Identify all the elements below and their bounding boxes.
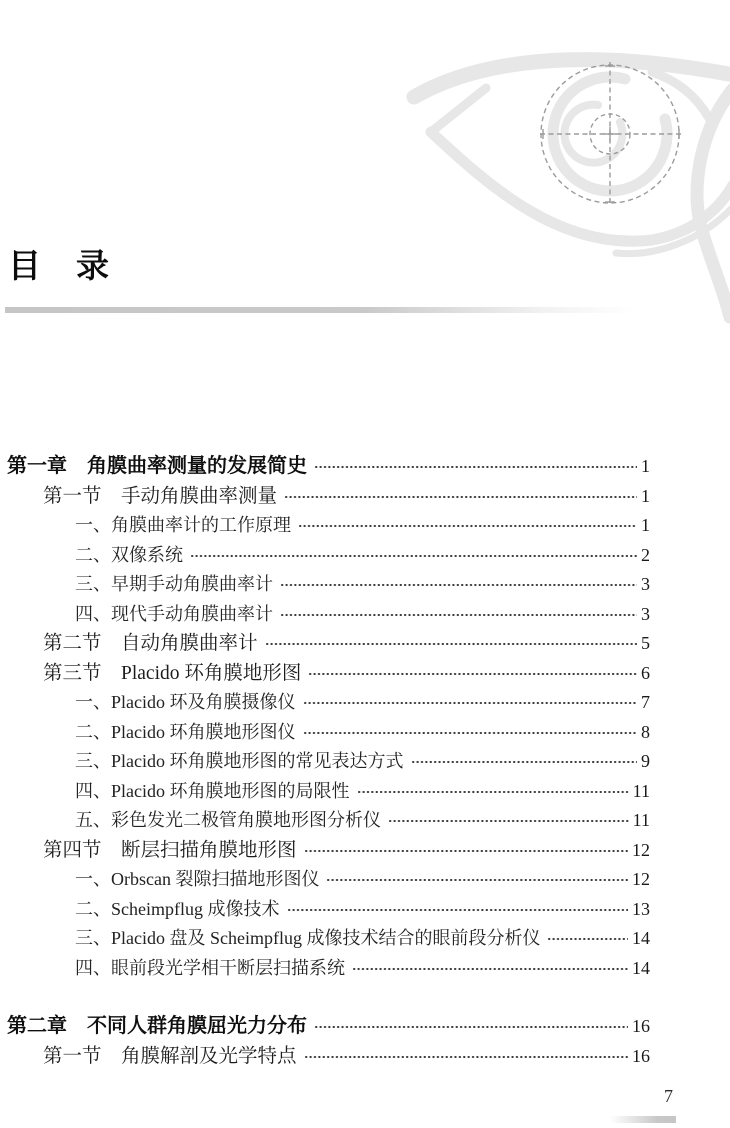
topography-reticle-icon (540, 62, 682, 206)
toc-entry (7, 1012, 650, 1042)
toc-entry-page: 14 (632, 957, 650, 978)
toc-dot-leader (303, 718, 638, 748)
toc-entry-label: 一、Placido 环及角膜摄像仪 (75, 692, 296, 712)
toc-entry (7, 482, 650, 512)
toc-entry-label: 一、角膜曲率计的工作原理 (75, 515, 291, 535)
toc-entry (7, 895, 650, 925)
toc-dot-leader (314, 452, 637, 482)
toc-entry-page: 5 (641, 633, 650, 653)
toc-entry-label: 第四节 断层扫描角膜地形图 (43, 839, 297, 861)
toc-entry-label: 第一章 角膜曲率测量的发展简史 (7, 455, 307, 477)
toc-entry (7, 659, 650, 689)
toc-dot-leader (280, 570, 637, 600)
toc-entry (7, 541, 650, 571)
toc-entry-page: 3 (641, 574, 650, 594)
toc-entry (7, 924, 650, 954)
toc-entry (7, 452, 650, 482)
toc-entry (7, 865, 650, 895)
toc-entry-page: 2 (641, 544, 650, 565)
toc-entry (7, 1042, 650, 1072)
toc-entry-page: 13 (632, 898, 650, 919)
toc-entry-page: 16 (632, 1045, 650, 1066)
toc-dot-leader (265, 629, 637, 659)
toc-dot-leader (326, 865, 628, 895)
page-title: 目 录 (8, 247, 110, 284)
toc-entry-page: 16 (632, 1016, 650, 1036)
toc-dot-leader (308, 659, 637, 689)
title-rule (5, 307, 660, 313)
toc-entry-label: 四、现代手动角膜曲率计 (75, 603, 273, 624)
toc-entry-page: 12 (632, 839, 650, 860)
toc-entry-label: 二、双像系统 (75, 544, 183, 565)
toc-entry-label: 第二节 自动角膜曲率计 (43, 633, 258, 654)
toc-entry-label: 第一节 角膜解剖及光学特点 (43, 1045, 297, 1067)
toc-entry-label: 三、Placido 盘及 Scheimpflug 成像技术结合的眼前段分析仪 (75, 928, 541, 948)
toc-entry-label: 第三节 Placido 环角膜地形图 (43, 662, 302, 684)
toc-entry (7, 570, 650, 600)
toc-dot-leader (284, 482, 637, 512)
toc-entry-page: 1 (641, 456, 650, 476)
toc-entry-page: 6 (641, 662, 650, 683)
folio-rule (610, 1116, 676, 1123)
toc-entry (7, 747, 650, 777)
toc-entry (7, 688, 650, 718)
toc-entry (7, 777, 650, 807)
toc-entry-label: 二、Placido 环角膜地形图仪 (75, 721, 296, 742)
toc-entry (7, 511, 650, 541)
toc-entry-page: 1 (641, 515, 650, 535)
toc-entry (7, 718, 650, 748)
toc-entry-label: 五、彩色发光二极管角膜地形图分析仪 (75, 810, 381, 830)
toc-dot-leader (304, 1042, 628, 1072)
toc-dot-leader (357, 777, 629, 807)
toc-entry-page: 8 (641, 721, 650, 742)
toc-entry-label: 一、Orbscan 裂隙扫描地形图仪 (75, 869, 320, 889)
toc-entry-page: 14 (632, 928, 650, 948)
toc-dot-leader (304, 836, 628, 866)
toc-dot-leader (287, 895, 629, 925)
toc-entry (7, 954, 650, 984)
toc-dot-leader (388, 806, 629, 836)
toc-entry-label: 三、Placido 环角膜地形图的常见表达方式 (75, 751, 404, 771)
toc-entry-page: 7 (641, 692, 650, 712)
toc-list (7, 452, 650, 1071)
toc-entry-page: 9 (641, 751, 650, 771)
toc-entry-label: 四、Placido 环角膜地形图的局限性 (75, 780, 350, 801)
toc-dot-leader (303, 688, 638, 718)
toc-entry (7, 600, 650, 630)
folio-page-number: 7 (664, 1086, 673, 1106)
toc-dot-leader (314, 1012, 628, 1042)
toc-entry-label: 第一节 手动角膜曲率测量 (43, 485, 278, 507)
toc-entry (7, 629, 650, 659)
toc-dot-leader (547, 924, 628, 954)
toc-entry (7, 836, 650, 866)
toc-dot-leader (190, 541, 637, 571)
eye-watermark-icon (400, 45, 730, 330)
toc-entry-page: 11 (632, 780, 650, 801)
toc-entry-page: 12 (632, 869, 650, 889)
toc-entry-label: 三、早期手动角膜曲率计 (75, 574, 273, 594)
toc-entry-page: 11 (632, 810, 650, 830)
toc-dot-leader (352, 954, 628, 984)
toc-entry-label: 四、眼前段光学相干断层扫描系统 (75, 957, 345, 978)
toc-entry-label: 第二章 不同人群角膜屈光力分布 (7, 1015, 307, 1037)
toc-entry (7, 806, 650, 836)
toc-entry-page: 3 (641, 603, 650, 624)
toc-entry-page: 1 (641, 485, 650, 506)
toc-dot-leader (280, 600, 637, 630)
toc-dot-leader (298, 511, 637, 541)
toc-dot-leader (411, 747, 638, 777)
toc-entry-label: 二、Scheimpflug 成像技术 (75, 898, 280, 919)
